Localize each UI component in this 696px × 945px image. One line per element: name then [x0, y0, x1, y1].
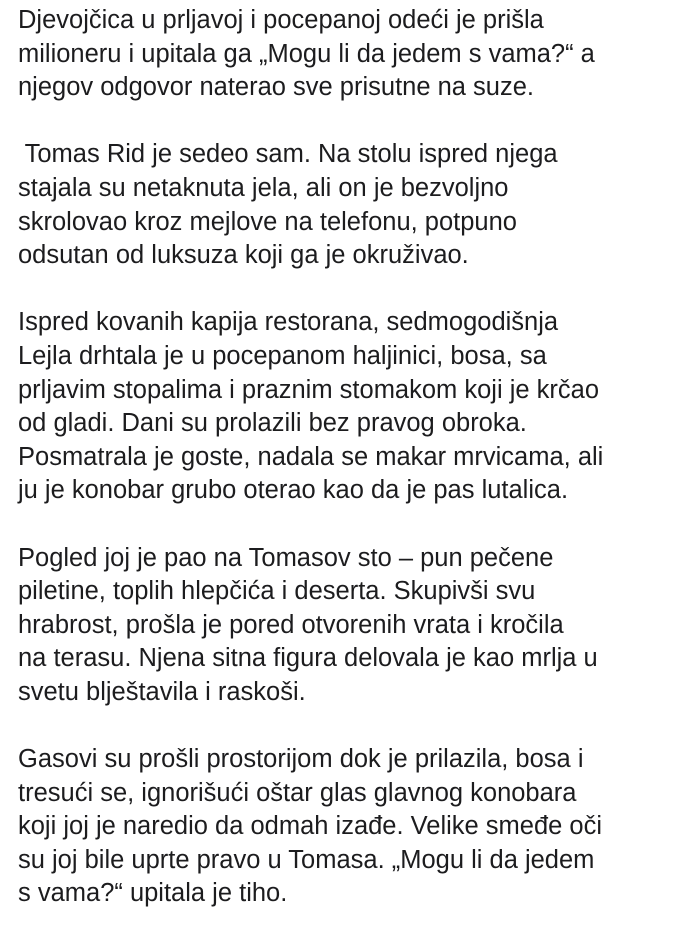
text-line: milioneru i upitala ga „Mogu li da jedem s vama?“ a: [18, 39, 595, 68]
text-line: su joj bile uprte pravo u Tomasa. „Mogu li da jedem: [18, 845, 595, 874]
text-line: Lejla drhtala je u pocepanom haljinici, bosa, sa: [18, 341, 547, 370]
text-line: Tomas Rid je sedeo sam. Na stolu ispred njega: [18, 140, 558, 169]
text-line: stajala su netaknuta jela, ali on je bezvoljno: [18, 173, 509, 202]
article-body: [18, 4, 690, 945]
text-line: prljavim stopalima i praznim stomakom koji je krčao: [18, 375, 600, 404]
text-line: Gasovi su prošli prostorijom dok je prilazila, bosa i: [18, 745, 584, 774]
text-line: Djevojčica u prljavoj i pocepanoj odeći je prišla: [18, 6, 544, 34]
text-line: njegov odgovor naterao sve prisutne na suze.: [18, 73, 535, 102]
text-line: Ispred kovanih kapija restorana, sedmogodišnja: [18, 308, 559, 337]
text-line: piletine, toplih hlepčića i deserta. Skupivši svu: [18, 577, 536, 606]
text-line: od gladi. Dani su prolazili bez pravog obroka.: [18, 409, 527, 438]
text-line: svetu blještavila i raskoši.: [18, 677, 306, 706]
text-line: odsutan od luksuza koji ga je okruživao.: [18, 241, 469, 270]
text-line: Pogled joj je pao na Tomasov sto – pun pečene: [18, 543, 554, 572]
text-line: skrolovao kroz mejlove na telefonu, potpuno: [18, 207, 517, 236]
text-line: s vama?“ upitala je tiho.: [18, 879, 288, 908]
text-line: hrabrost, prošla je pored otvorenih vrata i kročila: [18, 610, 564, 639]
text-line: koji joj je naredio da odmah izađe. Velike smeđe oči: [18, 812, 603, 841]
text-line: tresući se, ignorišući oštar glas glavnog konobara: [18, 778, 577, 807]
paragraph: [18, 542, 690, 710]
paragraph: [18, 306, 690, 508]
text-line: ju je konobar grubo oterao kao da je pas lutalica.: [18, 476, 569, 505]
paragraph: [18, 4, 690, 105]
paragraph: [18, 743, 690, 911]
text-line: Posmatrala je goste, nadala se makar mrvicama, ali: [18, 442, 604, 471]
paragraph: [18, 138, 690, 272]
text-line: na terasu. Njena sitna figura delovala je kao mrlja u: [18, 644, 598, 673]
